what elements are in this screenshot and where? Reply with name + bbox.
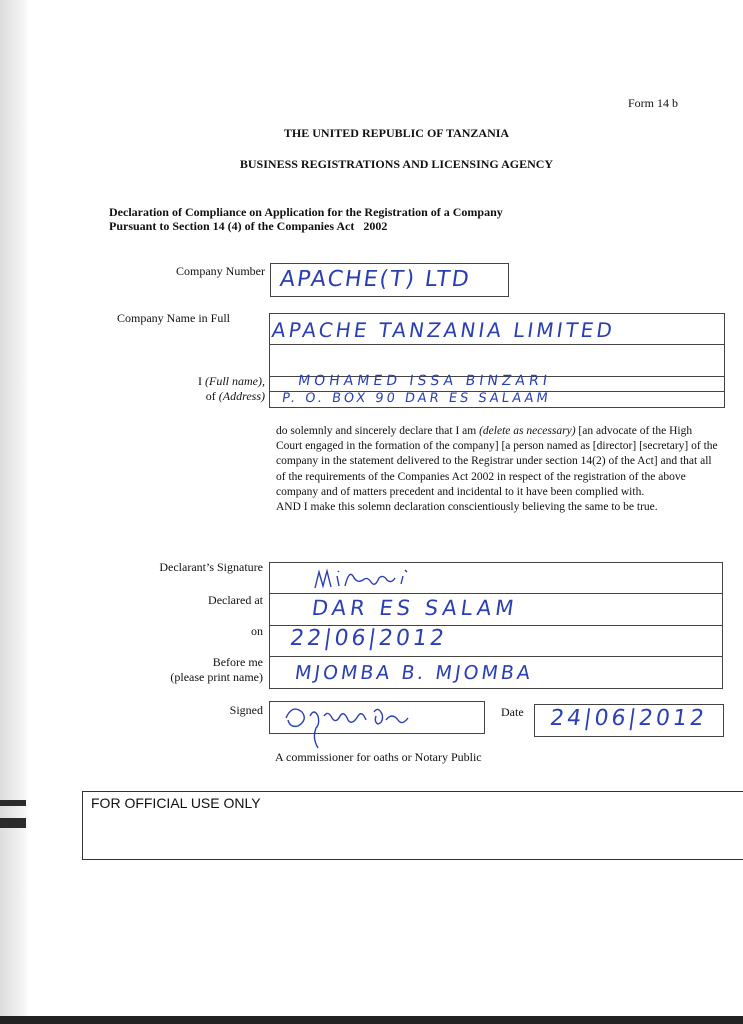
date-value: 24|06|2012: [548, 706, 709, 731]
full-name-value: MOHAMED ISSA BINZARI: [296, 373, 552, 389]
scan-edge: [0, 0, 30, 1024]
on-label: on: [251, 624, 263, 638]
company-number-value: APACHE(T) LTD: [278, 267, 473, 292]
address-label: of (Address): [205, 389, 265, 403]
declarant-signature-label: Declarant’s Signature: [159, 560, 263, 574]
commissioner-caption: A commissioner for oaths or Notary Public: [275, 750, 482, 764]
please-print-label: (please print name): [170, 670, 263, 684]
company-number-label: Company Number: [176, 264, 265, 278]
company-name-label: Company Name in Full: [117, 311, 230, 325]
declared-at-label: Declared at: [208, 593, 263, 607]
agency-heading: BUSINESS REGISTRATIONS AND LICENSING AGENCY: [239, 157, 554, 171]
commissioner-signature-image: [278, 698, 438, 750]
before-me-label: Before me: [212, 655, 263, 669]
country-heading: THE UNITED REPUBLIC OF TANZANIA: [283, 126, 510, 140]
official-use-label: FOR OFFICIAL USE ONLY: [91, 795, 261, 811]
date-label: Date: [501, 705, 524, 719]
on-date-value: 22|06|2012: [288, 626, 449, 651]
form-number: Form 14 b: [628, 96, 679, 110]
declared-at-value: DAR ES SALAM: [310, 596, 520, 620]
before-me-value: MJOMBA B. MJOMBA: [293, 662, 535, 684]
address-value: P. O. BOX 90 DAR ES SALAAM: [280, 391, 552, 406]
full-name-label: I (Full name),: [198, 374, 265, 388]
form-title-line2: Pursuant to Section 14 (4) of the Companies Act 2002: [109, 219, 388, 233]
company-name-value: APACHE TANZANIA LIMITED: [270, 318, 617, 342]
scan-mark: [0, 800, 26, 806]
declarant-signature-image: [305, 562, 465, 594]
scan-mark: [0, 818, 26, 828]
form-title-line1: Declaration of Compliance on Application for the Registration of a Company: [109, 205, 503, 219]
signed-label: Signed: [229, 703, 263, 717]
scan-bottom-strip: [0, 1016, 743, 1024]
declaration-text: do solemnly and sincerely declare that I am (delete as necessary) [an advocate of the High Court engaged in the formation of the company] [a person named as [director] [secretary] of the company in the statement delivered to the Registrar under section 14(2) of the Act] and that all of the requirements of the Companies Act 2002 in respect of the registration of the above company and of matters precedent and incidental to it have been complied with. AND I make this solemn declaration conscientiously believing the same to be true.: [276, 425, 718, 514]
